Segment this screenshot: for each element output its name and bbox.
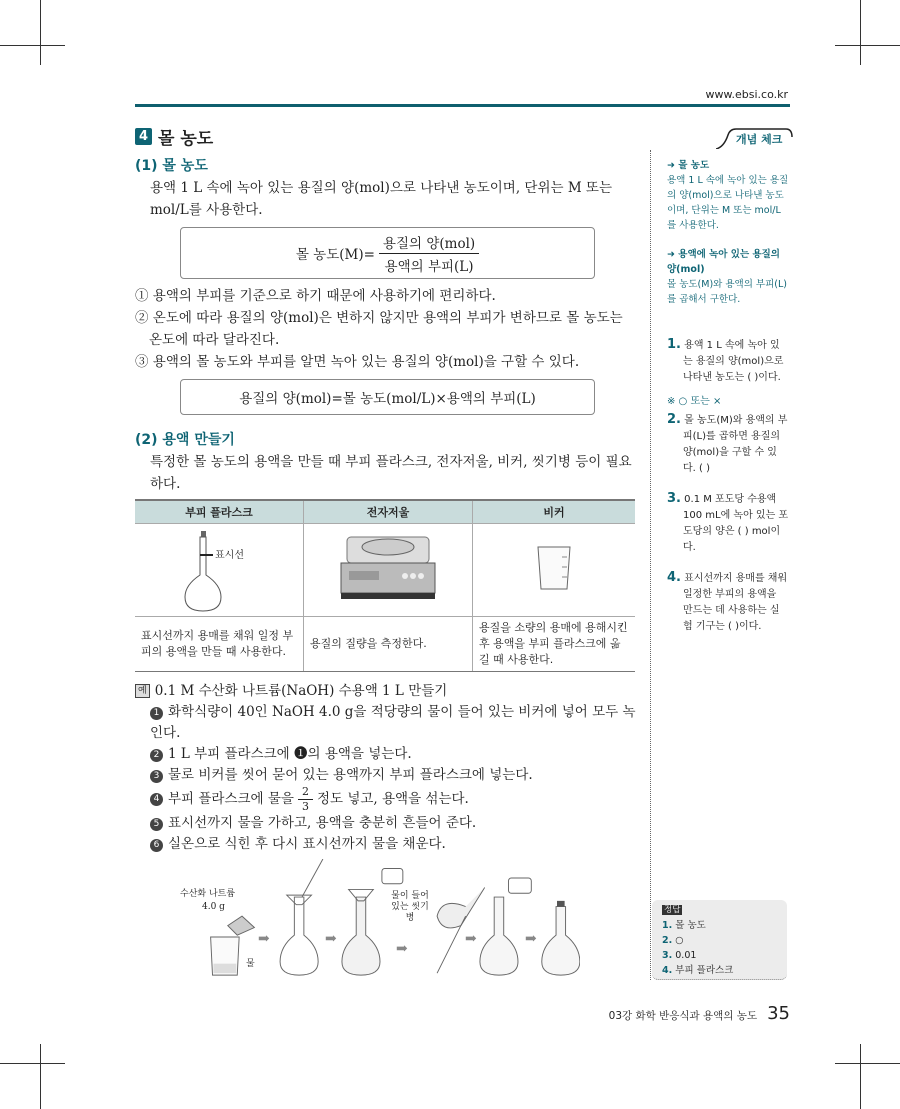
definition-text: 용액 1 L 속에 녹아 있는 용질의 양(mol)으로 나타낸 농도이며, 단위는 M 또는 mol/L를 사용한다. bbox=[150, 180, 613, 218]
concept-2 bbox=[667, 247, 789, 307]
section-title bbox=[135, 124, 640, 149]
concept-title: ➜ 몰 농도 bbox=[667, 160, 710, 171]
concept-check-tab bbox=[730, 127, 790, 147]
step-6: 6 실온으로 식힌 후 다시 표시선까지 물을 채운다. bbox=[150, 834, 640, 855]
question-2: 2. 몰 농도(M)와 용액의 부피(L)를 곱하면 용질의 양(mol)을 구할 수 있다. ( ) bbox=[667, 412, 788, 474]
formula-numerator: 용질의 양(mol) bbox=[379, 232, 479, 254]
table-description-row bbox=[135, 617, 635, 672]
section-number: 4 bbox=[135, 128, 152, 145]
procedure-figure bbox=[180, 859, 580, 977]
moles-formula-box bbox=[180, 379, 595, 415]
ox-note: ※ ○ 또는 × bbox=[667, 396, 722, 407]
header-balance: 전자저울 bbox=[304, 500, 473, 524]
table-header-row bbox=[135, 500, 635, 524]
molarity-formula-box bbox=[180, 227, 595, 279]
property-item: ① 용액의 부피를 기준으로 하기 때문에 사용하기에 편리하다. bbox=[135, 288, 496, 304]
example-title bbox=[135, 680, 640, 702]
crop-mark bbox=[835, 45, 900, 46]
question-3: 3. 0.1 M 포도당 수용액 100 mL에 녹아 있는 포도당의 양은 ( ) mol이다. bbox=[667, 491, 789, 553]
step-4: 4 부피 플라스크에 물을 $\frac{2}{3}$ 정도 넣고, 용액을 섞는다. bbox=[150, 786, 640, 813]
crop-mark bbox=[860, 1044, 861, 1109]
step-5: 5 표시선까지 물을 가하고, 용액을 충분히 흔들어 준다. bbox=[150, 813, 640, 834]
concept-text: 몰 농도(M)와 용액의 부피(L)를 곱해서 구한다. bbox=[667, 279, 787, 305]
answer-2: 2. ○ bbox=[662, 935, 684, 946]
crop-mark bbox=[835, 1063, 900, 1064]
arrow-icon: ➡ bbox=[525, 931, 537, 947]
header-rule bbox=[135, 104, 790, 107]
flask-figure bbox=[159, 527, 279, 613]
concept-title: ➜ 용액에 녹아 있는 용질의 양(mol) bbox=[667, 249, 780, 275]
procedure-steps bbox=[135, 702, 640, 855]
arrow-icon: ➡ bbox=[396, 941, 408, 957]
water-label: 물 bbox=[246, 959, 255, 969]
equipment-table bbox=[135, 499, 635, 672]
formula-lhs: 몰 농도(M)= bbox=[295, 247, 375, 263]
concept-text: 용액 1 L 속에 녹아 있는 용질의 양(mol)으로 나타낸 농도이며, 단위는 M 또는 mol/L를 사용한다. bbox=[667, 175, 789, 231]
answer-3: 3. 0.01 bbox=[662, 950, 697, 961]
crop-mark bbox=[0, 45, 65, 46]
naoh-label: 수산화 나트륨 bbox=[180, 889, 236, 899]
sidebar-content bbox=[667, 158, 789, 649]
arrow-icon: ➡ bbox=[465, 931, 477, 947]
example-title-text: 0.1 M 수산화 나트륨(NaOH) 수용액 1 L 만들기 bbox=[154, 683, 448, 699]
formula-fraction bbox=[379, 232, 479, 275]
question-4: 4. 표시선까지 용매를 채워 일정한 부피의 용액을 만드는 데 사용하는 실험 기구는 ( )이다. bbox=[667, 570, 788, 632]
example-badge: 예 bbox=[135, 684, 150, 698]
beaker-icon bbox=[534, 543, 574, 593]
answer-4: 4. 부피 플라스크 bbox=[662, 965, 734, 976]
step-3: 3 물로 비커를 씻어 묻어 있는 용액까지 부피 플라스크에 넣는다. bbox=[150, 765, 640, 786]
volumetric-flask-icon bbox=[159, 527, 279, 613]
arrow-icon: ➡ bbox=[325, 931, 337, 947]
equipment-intro: 특정한 몰 농도의 용액을 만들 때 부피 플라스크, 전자저울, 비커, 씻기병 등이 필요하다. bbox=[150, 454, 632, 492]
property-item: ② 온도에 따라 용질의 양(mol)은 변하지 않지만 용액의 부피가 변하므로 몰 농도는 온도에 따라 달라진다. bbox=[135, 310, 623, 348]
mass-label: 4.0 g bbox=[202, 902, 225, 912]
arrow-icon: ➡ bbox=[258, 931, 270, 947]
question-1: 1. 용액 1 L 속에 녹아 있는 용질의 양(mol)으로 나타낸 농도는 ( )이다. bbox=[667, 337, 784, 383]
beaker-description: 용질을 소량의 용매에 용해시킨 후 용액을 부피 플라스크에 옮길 때 사용한다. bbox=[473, 617, 636, 672]
procedure-illustration bbox=[180, 859, 580, 977]
subsection-title: (2) 용액 만들기 bbox=[135, 432, 235, 448]
answer-box bbox=[652, 900, 787, 980]
balance-cell bbox=[304, 524, 473, 617]
flask-description: 표시선까지 용매를 채워 일정 부피의 용액을 만들 때 사용한다. bbox=[135, 617, 304, 672]
section-title-text: 몰 농도 bbox=[158, 129, 214, 149]
step-2: 2 1 L 부피 플라스크에 ❶의 용액을 넣는다. bbox=[150, 744, 640, 765]
step-1: 1 화학식량이 40인 NaOH 4.0 g을 적당량의 물이 들어 있는 비커에 넣어 모두 녹인다. bbox=[150, 704, 636, 741]
two-thirds-fraction: $\frac{2}{3}$ bbox=[298, 786, 313, 813]
flask-cell bbox=[135, 524, 304, 617]
property-list bbox=[135, 285, 640, 373]
beaker-cell bbox=[473, 524, 636, 617]
page-footer bbox=[609, 1003, 790, 1024]
crop-mark bbox=[40, 1044, 41, 1109]
electronic-balance-icon bbox=[333, 533, 443, 603]
main-column bbox=[135, 124, 640, 977]
crop-mark bbox=[0, 1063, 65, 1064]
subsection-title: (1) 몰 농도 bbox=[135, 158, 208, 174]
crop-mark bbox=[40, 0, 41, 65]
site-url: www.ebsi.co.kr bbox=[705, 88, 788, 101]
answer-label: 정답 bbox=[664, 905, 681, 915]
header-beaker: 비커 bbox=[473, 500, 636, 524]
concept-1 bbox=[667, 158, 789, 233]
header-volumetric-flask: 부피 플라스크 bbox=[135, 500, 304, 524]
concept-check-title: 개념 체크 bbox=[736, 133, 783, 146]
sidebar bbox=[650, 150, 791, 980]
table-image-row bbox=[135, 524, 635, 617]
chapter-title: 03강 화학 반응식과 용액의 농도 bbox=[608, 1010, 758, 1022]
answer-1: 1. 몰 농도 bbox=[662, 920, 706, 931]
crop-mark bbox=[860, 0, 861, 65]
formula-denominator: 용액의 부피(L) bbox=[384, 258, 474, 275]
moles-formula: 용질의 양(mol)=몰 농도(mol/L)×용액의 부피(L) bbox=[239, 391, 536, 407]
balance-description: 용질의 질량을 측정한다. bbox=[304, 617, 473, 672]
wash-bottle-label: 물이 들어 있는 씻기병 bbox=[388, 891, 432, 924]
property-item: ③ 용액의 몰 농도와 부피를 알면 녹아 있는 용질의 양(mol)을 구할 수 있다. bbox=[135, 354, 580, 370]
mark-label: 표시선 bbox=[215, 548, 244, 564]
page-number: 35 bbox=[767, 1003, 790, 1024]
